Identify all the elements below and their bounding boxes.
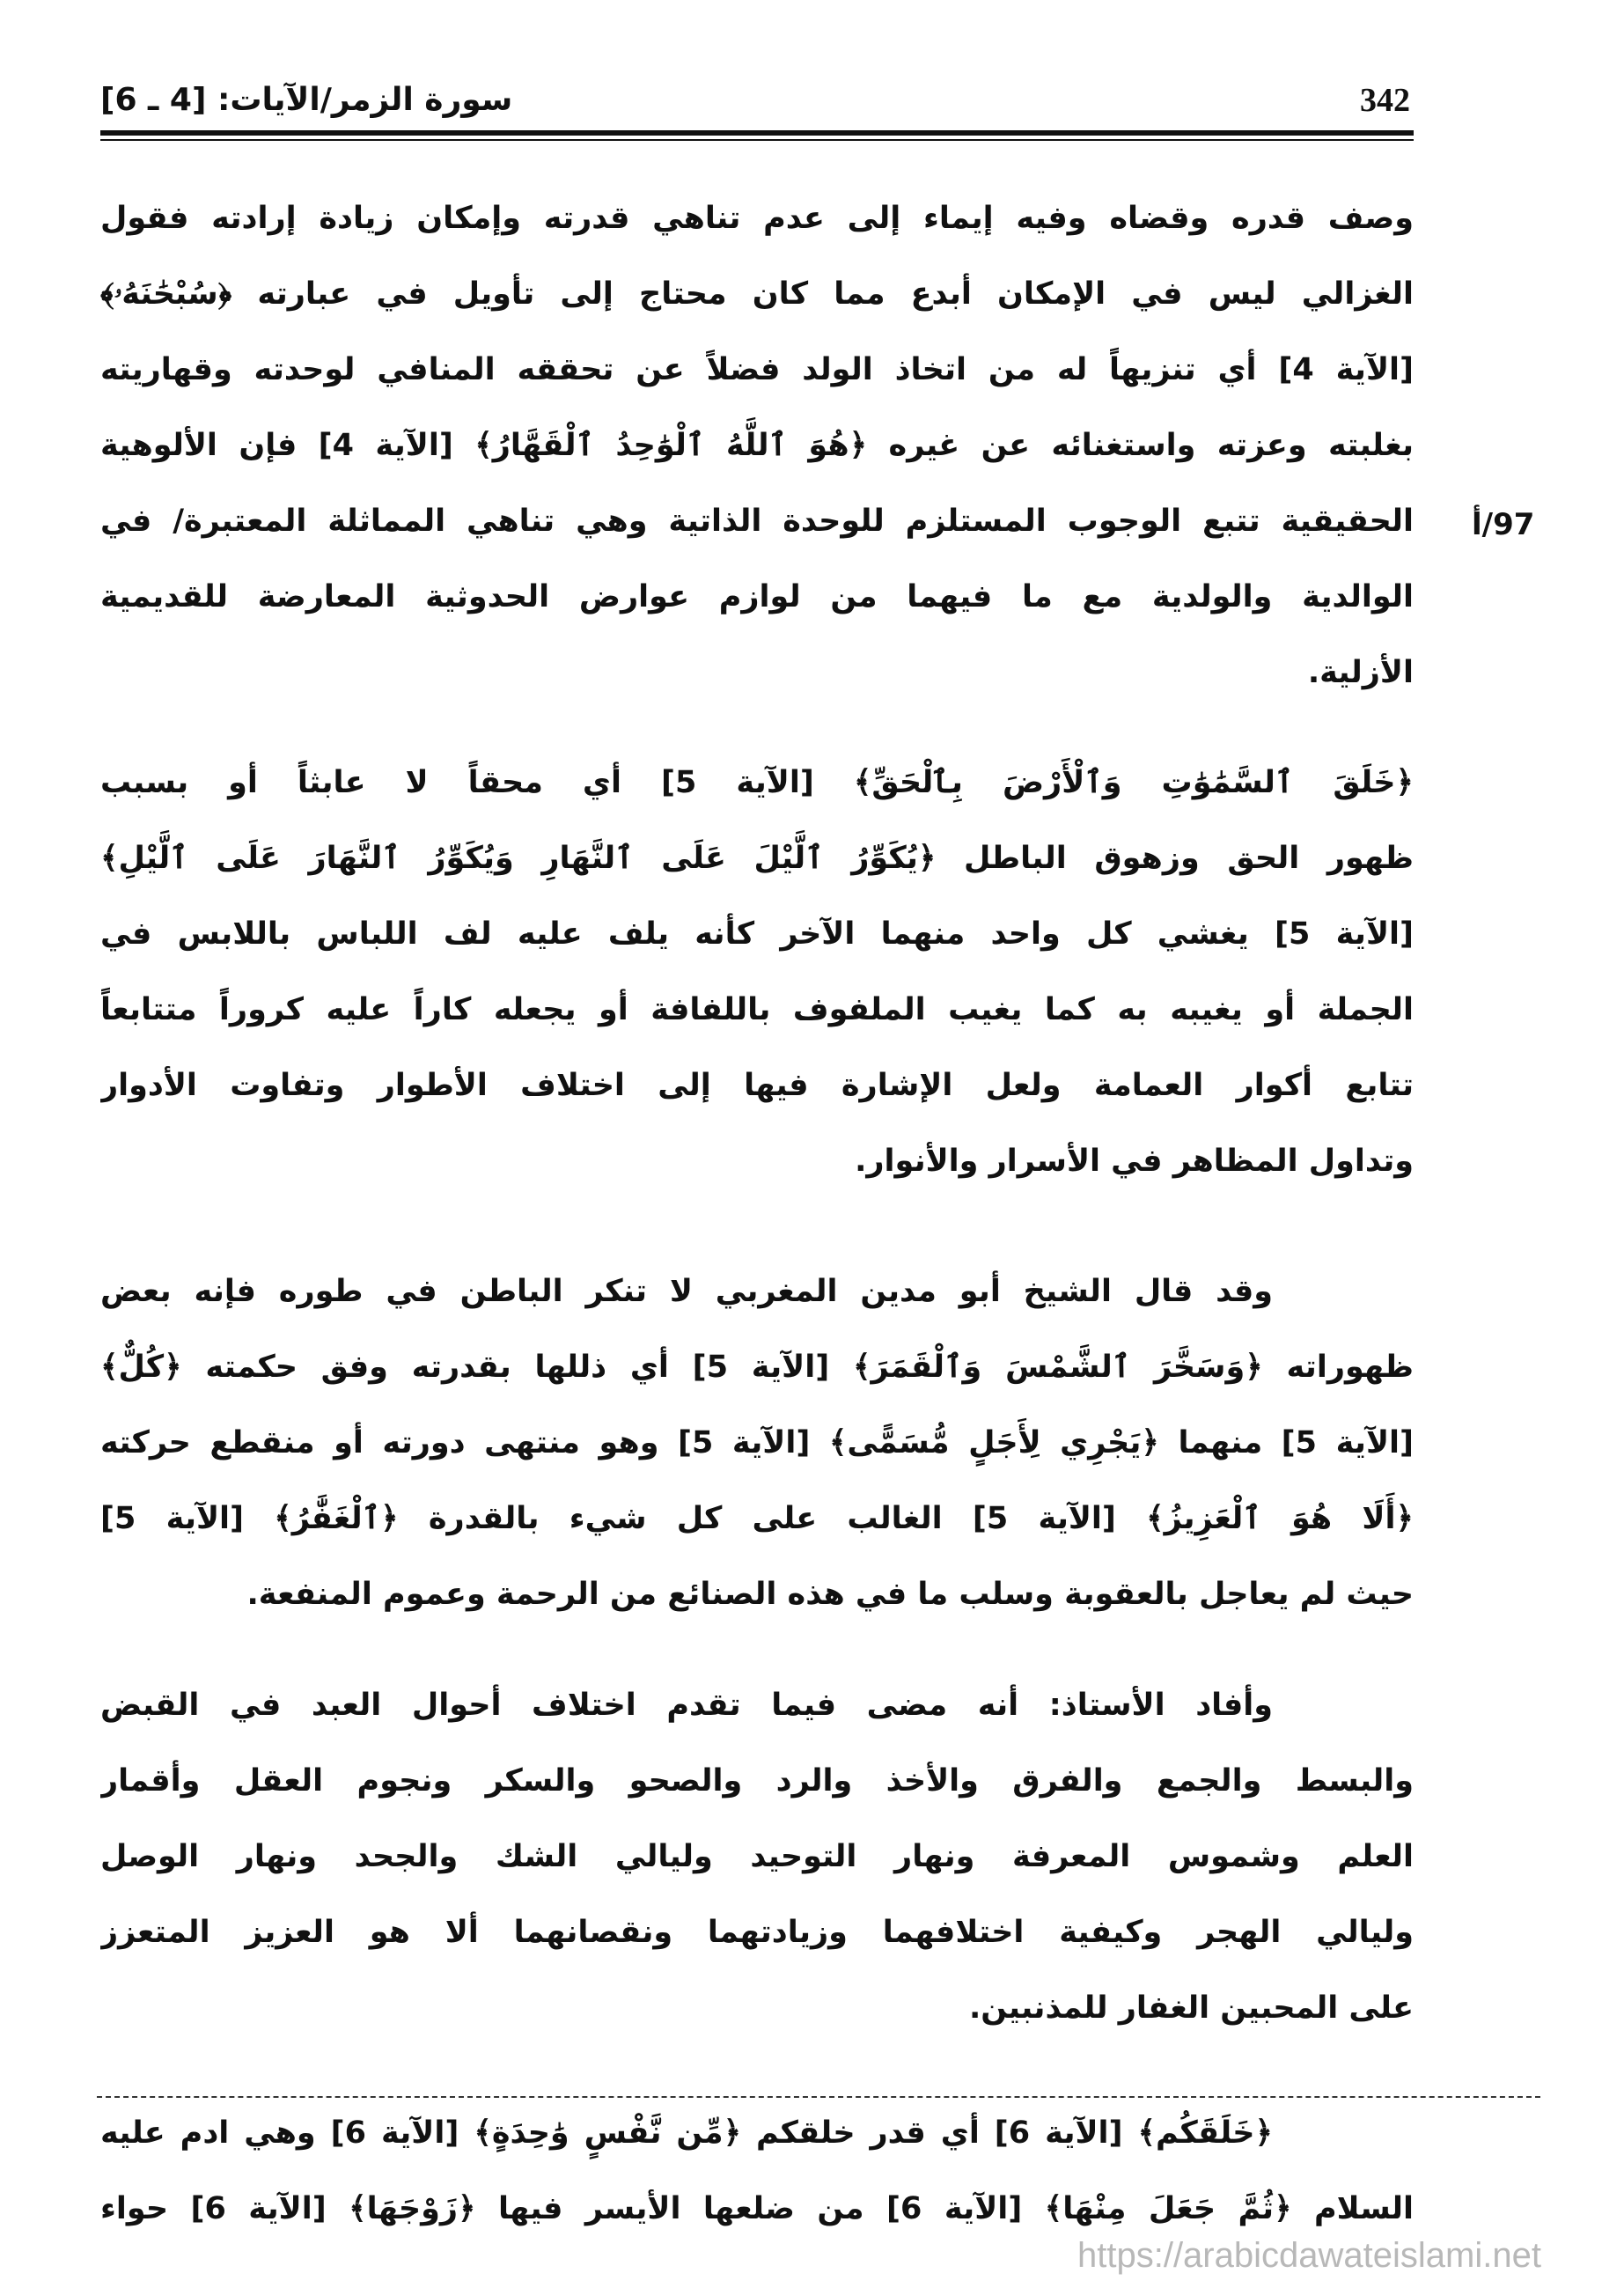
paragraph-5 xyxy=(100,2095,1414,2247)
text-line: ﴿أَلَا هُوَ ٱلْعَزِيزُ﴾ [الآية 5] الغالب على كل شيء بالقدرة ﴿ٱلْغَفَّٰرُ﴾ [الآية 5] xyxy=(100,1501,1414,1536)
text-line: ﴿خَلَقَكُم﴾ [الآية 6] أي قدر خلقكم ﴿مِّن نَّفْسٍ وَٰحِدَةٍ﴾ [الآية 6] وهي ادم عليه xyxy=(100,2115,1273,2151)
text-line: على المحبين الغفار للمذنبين. xyxy=(968,1990,1414,2026)
text-line: الأزلية. xyxy=(1307,655,1414,690)
paragraph-3 xyxy=(100,1254,1414,1632)
text-line: الجملة أو يغيبه به كما يغيب الملفوف باللفافة أو يجعله كاراً عليه كروراً متتابعاً xyxy=(100,992,1414,1027)
text-line: الحقيقية تتبع الوجوب المستلزم للوحدة الذاتية وهي تناهي المماثلة المعتبرة/ في xyxy=(100,504,1414,539)
text-line: تتابع أكوار العمامة ولعل الإشارة فيها إلى اختلاف الأطوار وتفاوت الأدوار xyxy=(100,1068,1414,1103)
text-line: ﴿خَلَقَ ٱلسَّمَٰوَٰتِ وَٱلْأَرْضَ بِٱلْحَقِّ﴾ [الآية 5] أي محقاً لا عابثاً أو بسبب xyxy=(100,765,1414,800)
text-line: [الآية 5] يغشي كل واحد منهما الآخر كأنه يلف عليه لف اللباس باللابس في xyxy=(100,916,1414,952)
text-line: الوالدية والولدية مع ما فيهما من لوازم عوارض الحدوثية المعارضة للقديمية xyxy=(100,579,1414,614)
paragraph-4 xyxy=(100,1667,1414,2046)
header-rule-thin xyxy=(100,139,1414,141)
paragraph-2 xyxy=(100,745,1414,1199)
text-line: وصف قدره وقضاه وفيه إيماء إلى عدم تناهي قدرته وإمكان زيادة إرادته فقول xyxy=(100,201,1414,236)
text-line: وقد قال الشيخ أبو مدين المغربي لا تنكر الباطن في طوره فإنه بعض xyxy=(100,1274,1273,1309)
paragraph-1 xyxy=(100,180,1414,710)
text-line: وتداول المظاهر في الأسرار والأنوار. xyxy=(855,1144,1414,1179)
text-line: [الآية 4] أي تنزيهاً له من اتخاذ الولد فضلاً عن تحققه المنافي لوحدته وقهاريته xyxy=(100,352,1414,387)
text-line: وأفاد الأستاذ: أنه مضى فيما تقدم اختلاف أحوال العبد في القبض xyxy=(100,1688,1273,1723)
text-line: حيث لم يعاجل بالعقوبة وسلب ما في هذه الصنائع من الرحمة وعموم المنفعة. xyxy=(246,1577,1414,1612)
text-line: [الآية 5] منهما ﴿يَجْرِي لِأَجَلٍ مُّسَمًّى﴾ [الآية 5] وهو منتهى دورته أو منقطع حركته xyxy=(100,1425,1414,1460)
text-line: وليالي الهجر وكيفية اختلافهما وزيادتهما ونقصانهما ألا هو العزيز المتعزز xyxy=(100,1915,1414,1950)
watermark-url: https://arabicdawateislami.net xyxy=(1077,2236,1541,2275)
header-rule-thick xyxy=(100,130,1414,136)
text-line: بغلبته وعزته واستغنائه عن غيره ﴿هُوَ ٱللَّهُ ٱلْوَٰحِدُ ٱلْقَهَّارُ﴾ [الآية 4] فإن الألوهية xyxy=(100,428,1414,463)
text-line: والبسط والجمع والفرق والأخذ والرد والصحو والسكر ونجوم العقل وأقمار xyxy=(100,1763,1414,1799)
text-line: ظهور الحق وزهوق الباطل ﴿يُكَوِّرُ ٱلَّيْلَ عَلَى ٱلنَّهَارِ وَيُكَوِّرُ ٱلنَّهَارَ عَلَى ٱلَّيْلِ﴾ xyxy=(100,841,1414,876)
text-line: العلم وشموس المعرفة ونهار التوحيد وليالي الشك والجحد ونهار الوصل xyxy=(100,1839,1414,1874)
manuscript-folio-note: 97/أ xyxy=(1472,507,1535,542)
text-line: الغزالي ليس في الإمكان أبدع مما كان محتاج إلى تأويل في عبارته ﴿سُبْحَٰنَهُۥ﴾ xyxy=(100,276,1414,312)
text-line: ظهوراته ﴿وَسَخَّرَ ٱلشَّمْسَ وَٱلْقَمَرَ﴾ [الآية 5] أي ذللها بقدرته وفق حكمته ﴿كُلٌّ﴾ xyxy=(100,1350,1414,1385)
page-number: 342 xyxy=(1360,82,1410,119)
running-title: سورة الزمر/الآيات: [4 ـ 6] xyxy=(100,82,513,118)
text-line: السلام ﴿ثُمَّ جَعَلَ مِنْهَا﴾ [الآية 6] من ضلعها الأيسر فيها ﴿زَوْجَهَا﴾ [الآية 6] حواء xyxy=(100,2191,1414,2226)
